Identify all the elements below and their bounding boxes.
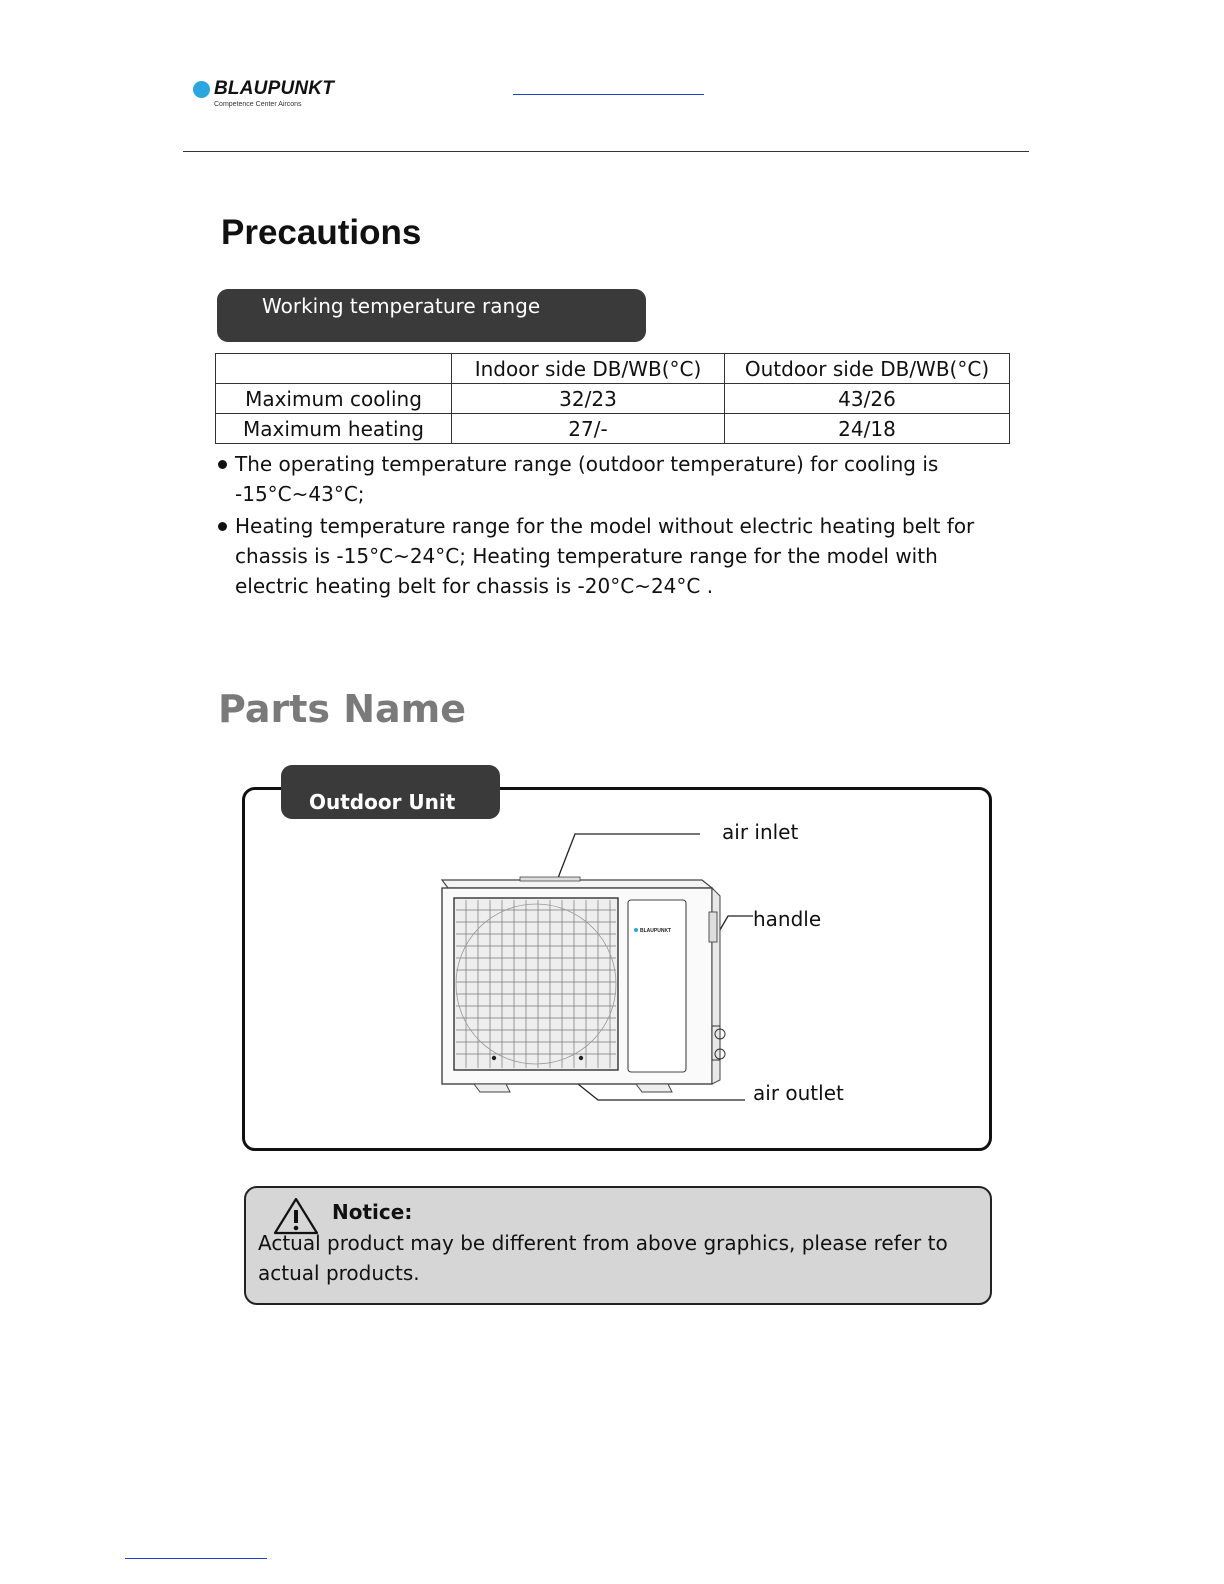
outdoor-unit-tab-label: Outdoor Unit bbox=[309, 790, 456, 814]
front-side-panel bbox=[628, 900, 686, 1072]
brand-logo bbox=[193, 78, 373, 118]
fan-grille bbox=[454, 898, 618, 1070]
notice-title: Notice: bbox=[332, 1200, 413, 1224]
precautions-heading: Precautions bbox=[221, 213, 422, 252]
table-header-cell: Indoor side DB/WB(°C) bbox=[452, 354, 725, 384]
bullet-text: Heating temperature range for the model without electric heating belt for chassis is -15°C~24°C; Heating temperature range for the model with electric heating belt for chassis is -20°C~24°C . bbox=[235, 514, 975, 598]
temperature-table bbox=[215, 353, 1010, 444]
brand-name: BLAUPUNKT bbox=[214, 78, 335, 99]
bullet-icon bbox=[218, 460, 227, 469]
outdoor-unit-illustration bbox=[430, 830, 760, 1110]
panel-brand-text: BLAUPUNKT bbox=[640, 928, 672, 934]
air-inlet-leader-line bbox=[558, 834, 700, 878]
table-cell: Maximum cooling bbox=[216, 384, 452, 414]
working-temperature-label-text: Working temperature range bbox=[262, 294, 541, 318]
brand-subtitle: Competence Center Aircons bbox=[214, 101, 302, 108]
header-link-underline[interactable] bbox=[513, 94, 704, 95]
grille-screw bbox=[579, 1056, 583, 1060]
unit-foot bbox=[636, 1084, 672, 1092]
parts-name-heading: Parts Name bbox=[218, 687, 467, 731]
top-grille bbox=[520, 877, 580, 881]
footer-link-underline[interactable] bbox=[125, 1558, 267, 1559]
air-inlet-label: air inlet bbox=[722, 820, 799, 844]
handle-label: handle bbox=[753, 907, 822, 931]
outdoor-unit-tab bbox=[281, 765, 500, 819]
table-cell: Maximum heating bbox=[216, 414, 452, 444]
handle-recess bbox=[709, 912, 717, 942]
logo-dot-icon bbox=[193, 81, 210, 98]
table-header-cell bbox=[216, 354, 452, 384]
table-cell: 27/- bbox=[452, 414, 725, 444]
table-cell: 24/18 bbox=[725, 414, 1010, 444]
table-cell: 32/23 bbox=[452, 384, 725, 414]
panel-brand-dot bbox=[634, 928, 638, 932]
table-row bbox=[216, 384, 1010, 414]
header-divider bbox=[183, 151, 1029, 152]
unit-foot bbox=[474, 1084, 510, 1092]
table-header-row bbox=[216, 354, 1010, 384]
bullet-icon bbox=[218, 522, 227, 531]
list-item bbox=[218, 511, 1008, 603]
table-header-cell: Outdoor side DB/WB(°C) bbox=[725, 354, 1010, 384]
notice-body: Actual product may be different from above graphics, please refer to actual products. bbox=[258, 1231, 948, 1285]
table-row bbox=[216, 414, 1010, 444]
air-outlet-label: air outlet bbox=[753, 1081, 844, 1105]
grille-screw bbox=[492, 1056, 496, 1060]
working-temperature-label bbox=[217, 289, 646, 342]
notice-box bbox=[244, 1186, 992, 1305]
bullet-text: The operating temperature range (outdoor temperature) for cooling is -15°C~43°C; bbox=[235, 452, 939, 506]
list-item bbox=[218, 449, 1008, 511]
table-cell: 43/26 bbox=[725, 384, 1010, 414]
